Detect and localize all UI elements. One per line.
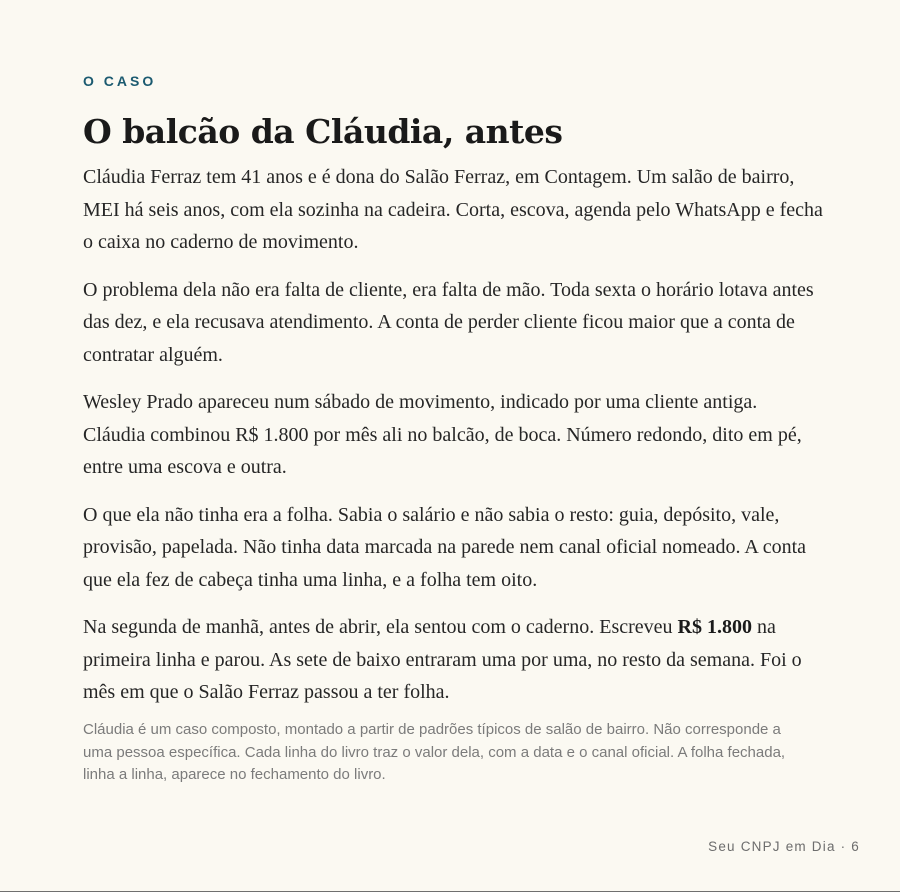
body-text bbox=[83, 161, 823, 724]
paragraph-problem: O problema dela não era falta de cliente, era falta de mão. Toda sexta o horário lotava antes das dez, e ela recusava atendimento. A conta de perder cliente ficou maior que a conta de contratar alguém. bbox=[83, 278, 814, 366]
page-footer bbox=[708, 839, 860, 854]
paragraph-monday bbox=[83, 611, 823, 709]
paragraph-monday-before: Na segunda de manhã, antes de abrir, ela sentou com o caderno. Escreveu bbox=[83, 616, 678, 638]
section-eyebrow: O CASO bbox=[83, 73, 157, 89]
page-number: 6 bbox=[851, 839, 860, 854]
case-note: Cláudia é um caso composto, montado a partir de padrões típicos de salão de bairro. Não corresponde a uma pessoa específica. Cada linha do livro traz o valor dela, com a data e o canal oficial. A folha fechada, linha a linha, aparece no fechamento do livro. bbox=[83, 721, 786, 783]
book-title: Seu CNPJ em Dia bbox=[708, 839, 836, 854]
paragraph-monday-after: na primeira linha e parou. As sete de baixo entraram uma por uma, no resto da semana. Foi o mês em que o Salão Ferraz passou a ter folha. bbox=[83, 616, 802, 703]
paragraph-intro: Cláudia Ferraz tem 41 anos e é dona do Salão Ferraz, em Contagem. Um salão de bairro, MEI há seis anos, com ela sozinha na cadeira. Corta, escova, agenda pelo WhatsApp e fecha o caixa no caderno de movimento. bbox=[83, 166, 823, 253]
paragraph-hire: Wesley Prado apareceu num sábado de movimento, indicado por uma cliente antiga. Cláudia combinou R$ 1.800 por mês ali no balcão, de boca. Número redondo, dito em pé, entre uma escova e outra. bbox=[83, 391, 802, 478]
paragraph-payroll: O que ela não tinha era a folha. Sabia o salário e não sabia o resto: guia, depósito, vale, provisão, papelada. Não tinha data marcada na parede nem canal oficial nomeado. A conta que ela fez de cabeça tinha uma linha, e a folha tem oito. bbox=[83, 503, 807, 591]
page-title: O balcão da Cláudia, antes bbox=[83, 112, 563, 151]
footer-separator: · bbox=[835, 839, 852, 854]
salary-highlight: R$ 1.800 bbox=[677, 616, 752, 638]
